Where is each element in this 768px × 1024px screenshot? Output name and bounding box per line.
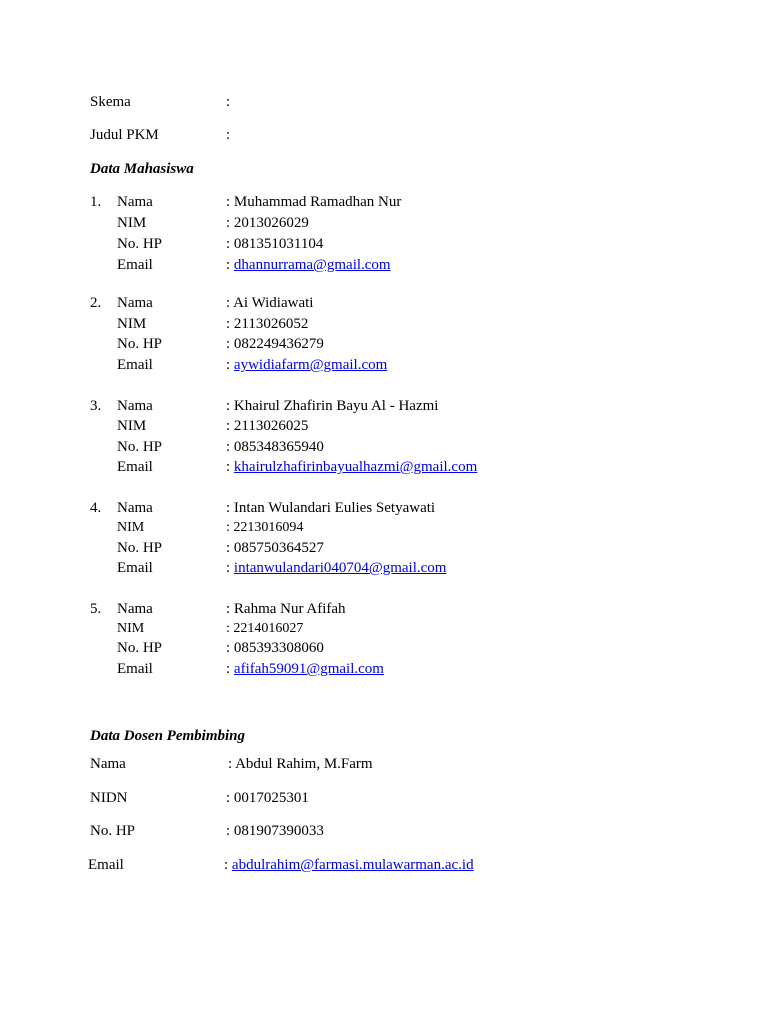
student-nim: : 2013026029 — [226, 215, 309, 231]
email-value — [226, 559, 446, 577]
student-name: : Muhammad Ramadhan Nur — [226, 194, 402, 210]
nama-label: Nama — [117, 500, 153, 516]
colon: : — [226, 560, 231, 576]
student-name: : Ai Widiawati — [226, 295, 314, 311]
dosen-hp-label: No. HP — [90, 823, 136, 839]
email-link[interactable]: dhannurrama@gmail.com — [233, 257, 391, 273]
dosen-nama-label: Nama — [90, 756, 126, 772]
email-value — [226, 660, 384, 678]
dosen-name: : Abdul Rahim, M.Farm — [228, 756, 373, 772]
nim-label: NIM — [117, 418, 147, 434]
dosen-hp: : 081907390033 — [226, 823, 324, 839]
student-number: 3. — [90, 398, 102, 414]
email-link[interactable]: aywidiafarm@gmail.com — [233, 357, 388, 373]
nama-label: Nama — [117, 398, 153, 414]
student-hp: : 081351031104 — [226, 236, 324, 252]
colon: : — [224, 857, 229, 873]
hp-label: No. HP — [117, 540, 163, 556]
email-value — [226, 356, 387, 374]
student-hp: : 085393308060 — [226, 640, 324, 656]
nama-label: Nama — [117, 601, 153, 617]
email-label: Email — [117, 560, 153, 576]
nim-label: NIM — [117, 316, 147, 332]
students-heading: Data Mahasiswa — [90, 161, 194, 177]
email-label: Email — [117, 357, 153, 373]
student-name: : Khairul Zhafirin Bayu Al - Hazmi — [226, 398, 439, 414]
hp-label: No. HP — [117, 236, 163, 252]
skema-value: : — [226, 94, 231, 110]
dosen-nidn: : 0017025301 — [226, 790, 309, 806]
student-number: 2. — [90, 295, 102, 311]
nim-label: NIM — [117, 520, 145, 535]
nama-label: Nama — [117, 194, 153, 210]
student-number: 1. — [90, 194, 102, 210]
student-hp: : 085750364527 — [226, 540, 324, 556]
hp-label: No. HP — [117, 336, 163, 352]
judul-label: Judul PKM — [90, 127, 159, 143]
nim-label: NIM — [117, 621, 145, 636]
email-value — [226, 256, 391, 274]
email-label: Email — [117, 661, 153, 677]
colon: : — [226, 661, 231, 677]
email-value — [226, 458, 477, 476]
email-label: Email — [117, 459, 153, 475]
colon: : — [226, 357, 231, 373]
nim-label: NIM — [117, 215, 147, 231]
email-link[interactable]: intanwulandari040704@gmail.com — [233, 560, 447, 576]
student-hp: : 085348365940 — [226, 439, 324, 455]
colon: : — [226, 257, 231, 273]
dosen-email-link[interactable]: abdulrahim@farmasi.mulawarman.ac.id — [231, 857, 474, 873]
student-number: 4. — [90, 500, 102, 516]
student-nim: : 2214016027 — [226, 621, 304, 636]
hp-label: No. HP — [117, 439, 163, 455]
student-nim: : 2113026052 — [226, 316, 309, 332]
student-nim: : 2113026025 — [226, 418, 309, 434]
dosen-email-label: Email — [88, 857, 124, 873]
student-nim: : 2213016094 — [226, 520, 304, 535]
colon: : — [226, 459, 231, 475]
dosen-heading: Data Dosen Pembimbing — [90, 728, 246, 744]
skema-label: Skema — [90, 94, 131, 110]
student-name: : Intan Wulandari Eulies Setyawati — [226, 500, 436, 516]
dosen-email-value — [224, 856, 474, 874]
judul-value: : — [226, 127, 231, 143]
student-name: : Rahma Nur Afifah — [226, 601, 346, 617]
dosen-nidn-label: NIDN — [90, 790, 128, 806]
email-link[interactable]: afifah59091@gmail.com — [233, 661, 384, 677]
nama-label: Nama — [117, 295, 153, 311]
email-label: Email — [117, 257, 153, 273]
student-hp: : 082249436279 — [226, 336, 324, 352]
student-number: 5. — [90, 601, 102, 617]
hp-label: No. HP — [117, 640, 163, 656]
email-link[interactable]: khairulzhafirinbayualhazmi@gmail.com — [233, 459, 478, 475]
